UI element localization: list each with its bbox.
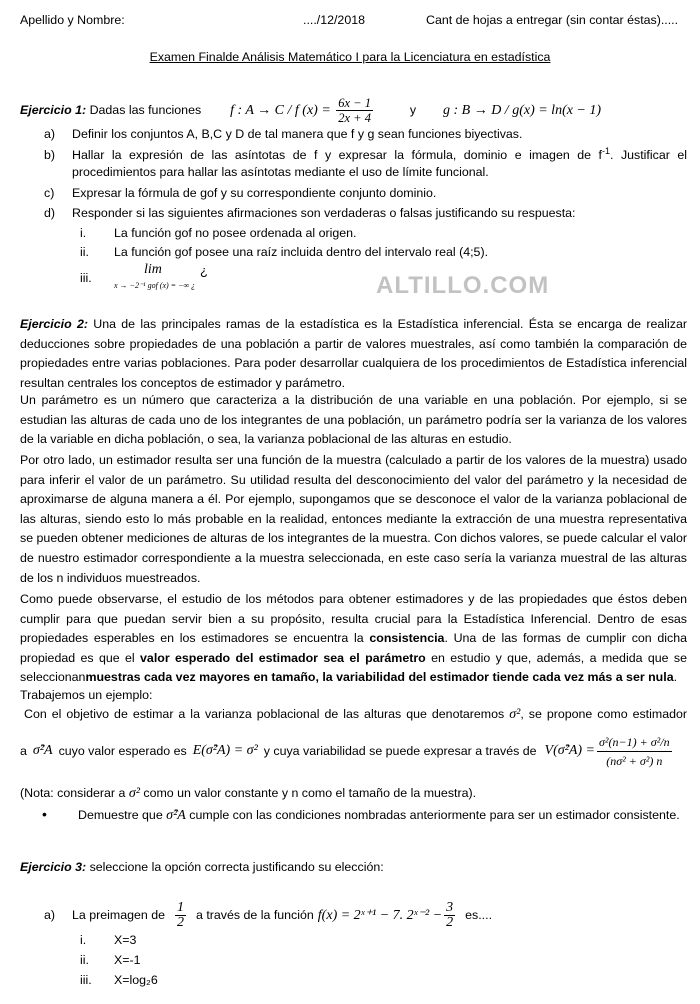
f-denominator: 2x + 4 xyxy=(338,111,371,125)
item-text-b2: . Justificar el xyxy=(610,148,687,163)
ej1-item-b-line2: procedimientos para hallar las asíntotas mediante el uso de límite funcional. xyxy=(72,165,489,179)
ej3-header-line xyxy=(20,860,384,874)
estimator-symbol: σ̂²A xyxy=(32,743,53,758)
ej2-bullet xyxy=(42,806,680,824)
variance-fraction xyxy=(597,733,672,770)
estimator-text-b: cuyo valor esperado es xyxy=(58,744,187,758)
ej2-note xyxy=(20,786,476,802)
sub-text: La función gof posee una raíz incluida dentro del intervalo real (4;5). xyxy=(114,245,489,259)
function-frac-num: 3 xyxy=(446,899,454,915)
ej2-paragraph-1 xyxy=(20,315,687,393)
ej1-sub-i xyxy=(80,226,357,240)
name-label: Apellido y Nombre: xyxy=(20,13,125,27)
item-label: c) xyxy=(44,186,55,200)
preimage-fraction xyxy=(175,901,186,930)
ej2-paragraph-2: Un parámetro es un número que caracteriza a la distribución de una variable en una población. Por ejemplo, si se estudian las alturas de cada uno de los integrantes de una población, un parámetro podría ser la varianza de los valores de la variable en dicha población, o sea, la varianza poblacional de las alturas en estudio. xyxy=(20,393,687,447)
exam-title: Examen Finalde Análisis Matemático I para la Licenciatura en estadística xyxy=(149,50,551,64)
ej3-heading: Ejercicio 3: xyxy=(20,860,87,874)
f-definition: f : A → C / f (x) = xyxy=(230,102,331,118)
option-label: iii. xyxy=(80,973,92,987)
option-label: ii. xyxy=(80,953,89,967)
item-label: a) xyxy=(44,127,56,141)
ej3-intro: seleccione la opción correcta justificando su elección: xyxy=(89,860,384,874)
objective-text-a: Con el objetivo de estimar a la varianza poblacional de las alturas que denotaremos xyxy=(24,707,505,721)
ej2-paragraph-3: Por otro lado, un estimador resulta ser una función de la muestra (calculado a partir de los valores de la muestra) usado para inferir el valor de un parámetro. Su utilidad resulta del desconocimiento del valor del parámetro y la necesidad de aproximarse de alguna manera a él. Por ejemplo, supongamos que se desconoce el valor de la varianza poblacional de las alturas, siendo esto lo más probable en la realidad, entonces mediante la extracción de una muestra representativa se pueden obtener mediciones de alturas de los integrantes de la muestra. Con dichos valores, se puede calcular el valor de nuestro estimador correspondiente a la muestra seleccionada, en este caso sería la varianza muestral de las alturas de los n individuos muestreados. xyxy=(20,453,687,585)
function-fraction xyxy=(444,901,455,930)
ej1-heading: Ejercicio 1: xyxy=(20,102,87,117)
note-text-a: (Nota: considerar a xyxy=(20,786,126,800)
sigma-squared: σ² xyxy=(509,707,521,722)
variance-numerator: σ²(n−1) + σ²/n xyxy=(597,733,672,752)
objective-text-b: , se propone como estimador xyxy=(520,707,687,721)
ej1-intro: Dadas las funciones xyxy=(89,102,202,117)
p4-bold-variability: muestras cada vez mayores en tamaño, la variabilidad del estimador tiende cada vez más a ser nula xyxy=(85,670,674,685)
ej3-option-iii xyxy=(80,973,158,987)
function-frac-den: 2 xyxy=(446,914,454,930)
ej3-text-3: es.... xyxy=(465,908,493,922)
sub-label: i. xyxy=(80,226,87,240)
variance-denominator: (nσ² + σ²) n xyxy=(606,753,663,768)
ej1-item-c xyxy=(44,186,436,200)
item-text: Definir los conjuntos A, B,C y D de tal manera que f y g sean funciones biyectivas. xyxy=(72,127,523,141)
item-text-b xyxy=(72,146,687,162)
p4-text-a: Como puede observarse, el estudio de los métodos para obtener estimadores y de las propiedades que éstos deben cumplir para que puedan servir bien a su propósito, resulta crucial para la Estadística Inferencial. Dentro de esas propiedades esperables en los estimadores se encuentra la xyxy=(20,592,687,646)
ej3-item-label: a) xyxy=(44,908,56,922)
ej3-text-2: a través de la función xyxy=(196,908,314,922)
watermark: ALTILLO.COM xyxy=(376,272,550,299)
bullet-estimator-symbol: σ̂²A xyxy=(166,808,186,823)
item-text: Expresar la fórmula de gof y su correspondiente conjunto dominio. xyxy=(72,186,437,200)
option-text: X=log₂6 xyxy=(114,973,158,987)
ej1-sub-ii xyxy=(80,245,488,259)
lim-subscript: x → −2⁻¹ gof (x) = −∞ ¿ xyxy=(114,281,196,290)
item-label: b) xyxy=(44,148,56,163)
lim-symbol: lim xyxy=(144,262,162,277)
ej2-paragraph-4 xyxy=(20,590,687,688)
ej1-header-line xyxy=(20,96,601,125)
f-numerator: 6x − 1 xyxy=(338,96,371,110)
ej2-heading: Ejercicio 2: xyxy=(20,317,88,331)
ej3-text-1: La preimagen de xyxy=(72,908,165,922)
preimage-num: 1 xyxy=(177,899,184,915)
ej3-option-ii xyxy=(80,953,141,967)
ej1-y: y xyxy=(409,102,417,117)
sub-text: La función gof no posee ordenada al origen. xyxy=(114,226,357,240)
expected-value-expr: E(σ̂²A) = σ² xyxy=(192,743,258,758)
f-fraction xyxy=(336,96,373,125)
exam-date: ..../12/2018 xyxy=(303,13,366,27)
lim-tail: ¿ xyxy=(200,263,208,278)
function-expr: f(x) = 2ˣ⁺¹ − 7. 2ˣ⁻² − xyxy=(317,907,443,923)
p4-bold-expected: valor esperado del estimador sea el parámetro xyxy=(140,650,426,665)
ej1-item-a xyxy=(44,127,522,141)
option-label: i. xyxy=(80,933,87,947)
ej3-option-i xyxy=(80,933,136,947)
sub-label: ii. xyxy=(80,245,89,259)
item-text-b1: Hallar la expresión de las asíntotas de f y expresar la fórmula, dominio e imagen de f xyxy=(72,148,602,163)
inverse-sup: -1 xyxy=(601,146,610,156)
variance-expr: V(σ̂²A) = xyxy=(544,743,596,758)
ej2-estimator-line xyxy=(20,731,687,771)
estimator-text-a: a xyxy=(20,744,27,758)
option-text: X=3 xyxy=(114,933,137,947)
item-text: Responder si las siguientes afirmaciones son verdaderas o falsas justificando su respuesta: xyxy=(72,206,576,220)
option-text: X=-1 xyxy=(114,953,141,967)
note-text-b: como un valor constante y n como el tamaño de la muestra). xyxy=(143,786,477,800)
ej2-objective-line xyxy=(24,707,687,723)
ej3-item-a xyxy=(44,898,492,932)
p4-bold-consistency: consistencia xyxy=(369,631,445,646)
estimator-text-c: y cuya variabilidad se puede expresar a través de xyxy=(263,744,537,758)
p4-text-g: . xyxy=(673,670,678,685)
ej2-example-intro: Trabajemos un ejemplo: xyxy=(20,688,153,702)
bullet-text-a: Demuestre que xyxy=(78,808,163,822)
p4-text-c: . Una de las formas de cumplir con dicha propiedad es que el xyxy=(20,631,687,665)
bullet-text-b: cumple con las condiciones nombradas anteriormente para ser un estimador consistente. xyxy=(189,808,680,822)
bullet-dot-icon: • xyxy=(42,806,47,822)
ej1-sub-iii-label: iii. xyxy=(80,271,92,285)
preimage-den: 2 xyxy=(177,914,184,930)
ej1-item-b xyxy=(44,146,687,162)
ej2-p1-text: Una de las principales ramas de la estadística es la Estadística inferencial. Ésta se encarga de realizar deducciones sobre propiedades de una población a partir de valores muestrales, así como también la comparación de propiedades entre varias poblaciones. Para poder desarrollar cualquiera de los procedimientos de Estadística inferencial resultan centrales los conceptos de estimador y parámetro. xyxy=(20,317,687,390)
sheets-count-label: Cant de hojas a entregar (sin contar éstas)..... xyxy=(426,13,679,27)
g-definition: g : B → D / g(x) = ln(x − 1) xyxy=(442,102,602,118)
ej1-item-d xyxy=(44,206,575,220)
item-label: d) xyxy=(44,206,56,220)
p4-text-e: en estudio y que, además, a medida que se seleccionan xyxy=(20,650,687,685)
note-sigma: σ² xyxy=(128,786,140,801)
